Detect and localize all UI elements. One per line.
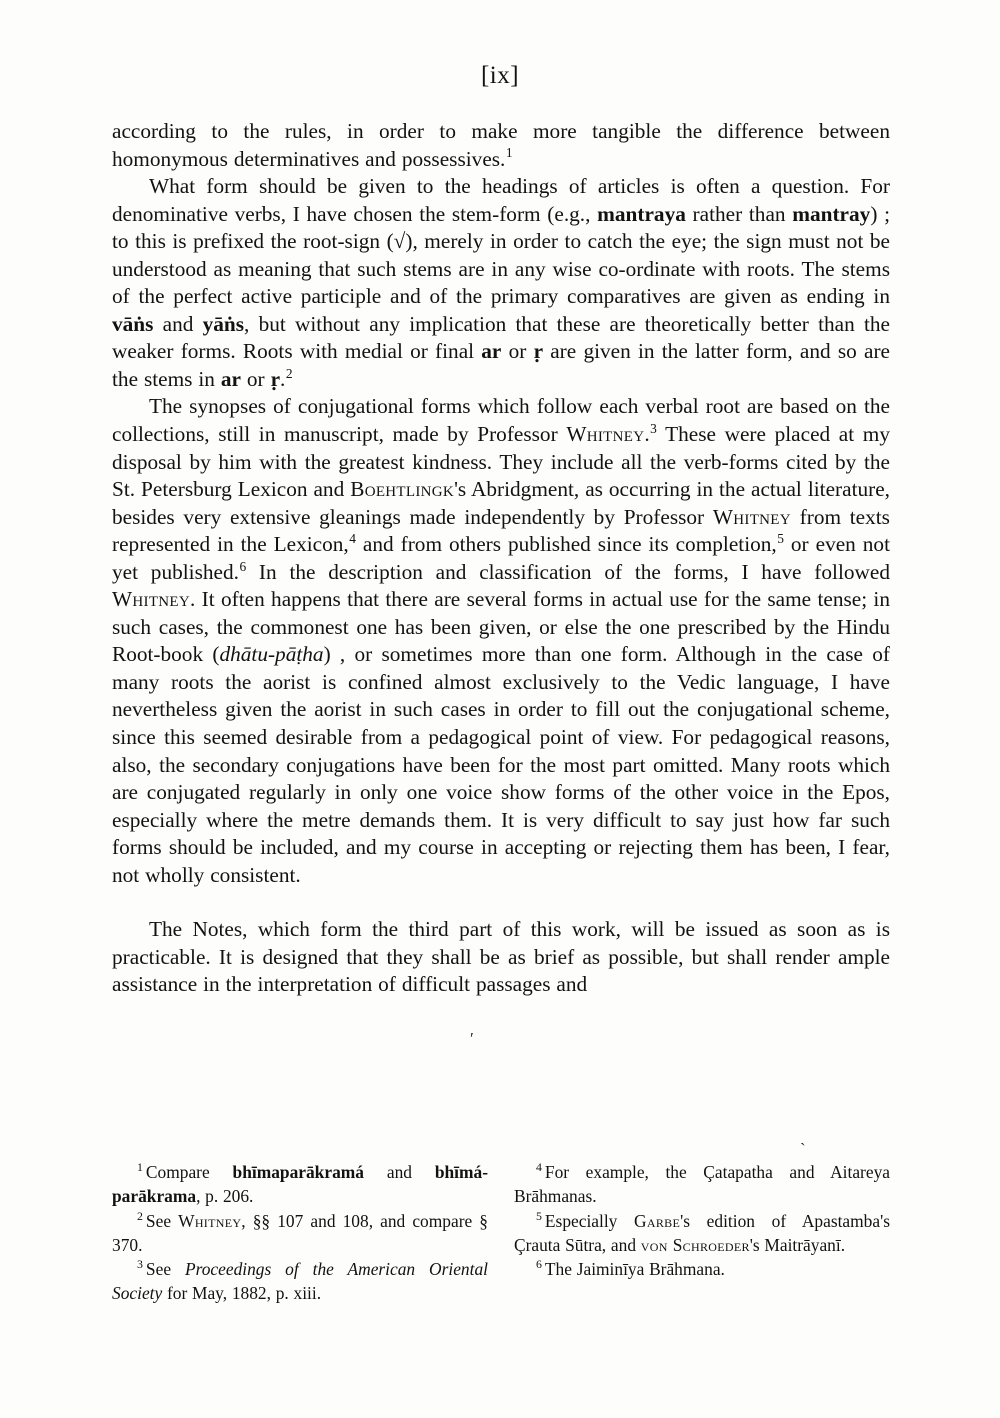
proper-name: Whitney — [178, 1210, 242, 1231]
text-run: according to the rules, in order to make more tangible the difference between homonymous determinatives and possessives. — [112, 119, 890, 171]
footnote-item — [112, 1160, 488, 1209]
text-run: , but without any implication that these are theoretically better than the weaker forms. Roots with medial or final — [112, 311, 890, 364]
footnote-reference: 6 — [239, 558, 247, 574]
text-run: Compare — [145, 1162, 233, 1182]
text-run: 's Abridgment, as occurring in the actual literature, besides very extensive gleanings made independently by Professor — [112, 477, 890, 529]
text-run: . — [280, 366, 286, 391]
proper-name: Garbe — [634, 1210, 681, 1231]
text-run: , p. 206. — [196, 1186, 254, 1207]
proper-name: Whitney — [112, 587, 191, 612]
footnote-reference: 1 — [505, 145, 513, 161]
page-number-header: [ix] — [480, 62, 520, 89]
transliteration-term: yāṅs — [202, 311, 245, 336]
text-run: and — [363, 1162, 435, 1182]
footnote-reference: 3 — [650, 420, 657, 436]
text-run: and from others published since its completion, — [355, 532, 777, 557]
scan-artifact-mark-upper: ʹ — [470, 1029, 474, 1048]
proper-name: Boehtlingk — [350, 477, 455, 502]
text-run: or even not yet published. — [112, 532, 890, 584]
body-text-block — [112, 118, 890, 999]
footnote-marker: 5 — [536, 1208, 542, 1223]
text-run: for May, 1882, p. xiii. — [162, 1283, 322, 1304]
footnote-item — [514, 1257, 890, 1281]
text-run: 's edition of Apastamba's Çrauta Sūtra, and — [514, 1210, 890, 1255]
footnote-block — [112, 1160, 890, 1306]
text-run: are given in the latter form, and so are the stems in — [112, 339, 890, 391]
footnote-item — [514, 1160, 890, 1209]
footnote-marker: 3 — [137, 1257, 143, 1272]
italic-title: dhātu-pāṭha — [219, 642, 324, 667]
footnote-marker: 1 — [137, 1160, 143, 1175]
footnote-item — [514, 1209, 890, 1258]
proper-name: Whitney — [566, 422, 645, 447]
text-run: , §§ 107 and 108, and compare § 370. — [112, 1210, 488, 1255]
footnote-item — [112, 1257, 488, 1306]
transliteration-term: vāṅs — [112, 311, 154, 336]
transliteration-term: ṛ — [270, 366, 281, 391]
text-run: and — [153, 311, 203, 336]
text-run: from texts represented in the Lexicon, — [112, 504, 890, 557]
footnote-reference: 4 — [349, 531, 356, 547]
text-run: For example, the Çatapatha and Aitareya Brāhmanas. — [514, 1162, 890, 1207]
footnote-reference: 2 — [285, 365, 293, 381]
text-run: or — [240, 366, 271, 391]
text-run: The Notes, which form the third part of this work, will be issued as soon as is practicable. It is designed that they shall be as brief as possible, but shall render ample assistance in the interpretation of difficult passages and — [112, 917, 890, 997]
text-run: See — [145, 1259, 185, 1280]
text-run: Especially — [544, 1210, 635, 1231]
text-run: The Jaiminīya Brāhmana. — [544, 1259, 725, 1280]
footnote-column-left — [112, 1160, 488, 1306]
text-run: . It often happens that there are several forms in actual use for the same tense; in such cases, the commonest one has been given, or else the one prescribed by the Hindu Root-book ( — [112, 587, 890, 667]
text-run: The synopses of conjugational forms which follow each verbal root are based on the collections, still in manuscript, made by Professor — [112, 394, 890, 447]
transliteration-term: mantraya — [597, 201, 686, 226]
text-run: ) , or sometimes more than one form. Although in the case of many roots the aorist is confined almost exclusively to the Vedic language, I have nevertheless given the aorist in such cases in order to fill out the conjugational scheme, since this seemed desirable from a pedagogical point of view. For pedagogical reasons, also, the secondary conjugations have been for the most part omitted. Many roots which are conjugated regularly in only one voice show forms of the other voice in the Epos, especially where the metre demands them. It is very difficult to say just how far such forms should be included, and my course in accepting or rejecting them has been, I fear, not wholly consistent. — [112, 642, 890, 887]
transliteration-term: bhīmá-parākrama — [112, 1162, 488, 1207]
footnote-marker: 2 — [137, 1208, 143, 1223]
paragraph-1 — [112, 118, 890, 173]
paragraph-3 — [112, 393, 890, 889]
footnote-column-right — [514, 1160, 890, 1306]
transliteration-term: ar — [220, 366, 241, 391]
paragraph-2 — [112, 173, 890, 393]
text-run: ) ; to this is prefixed the root-sign (√), merely in order to catch the eye; the sign must not be understood as meaning that such stems are in any wise co-ordinate with roots. The stems of the perfect active participle and of the primary comparatives are given as ending in — [112, 201, 891, 309]
text-run: . — [644, 422, 650, 447]
footnote-item — [112, 1209, 488, 1258]
footnote-marker: 6 — [536, 1257, 542, 1272]
text-run: These were placed at my disposal by him with the greatest kindness. They include all the verb-forms cited by the St. Petersburg Lexicon and — [112, 422, 891, 502]
footnote-marker: 4 — [536, 1160, 542, 1175]
text-run: or — [501, 339, 534, 364]
proper-name: Whitney — [712, 504, 791, 529]
text-run: rather than — [685, 201, 793, 226]
transliteration-term: mantray — [792, 201, 871, 226]
transliteration-term: ṛ — [533, 339, 544, 364]
text-run: See — [145, 1210, 179, 1231]
proper-name: von Schroeder — [640, 1234, 750, 1255]
transliteration-term: bhīmaparākramá — [232, 1162, 364, 1182]
text-run: What form should be given to the headings of articles is often a question. For denominative verbs, I have chosen the stem-form (e.g., — [112, 174, 890, 226]
text-run: In the description and classification of the forms, I have followed — [246, 559, 890, 584]
text-run: 's Maitrāyanī. — [749, 1234, 846, 1255]
paragraph-4 — [112, 916, 890, 999]
scan-artifact-mark-lower: ˎ — [800, 1127, 806, 1146]
footnote-reference: 5 — [777, 531, 784, 547]
transliteration-term: ar — [481, 339, 502, 364]
italic-title: Proceedings of the American Oriental Society — [112, 1259, 488, 1304]
